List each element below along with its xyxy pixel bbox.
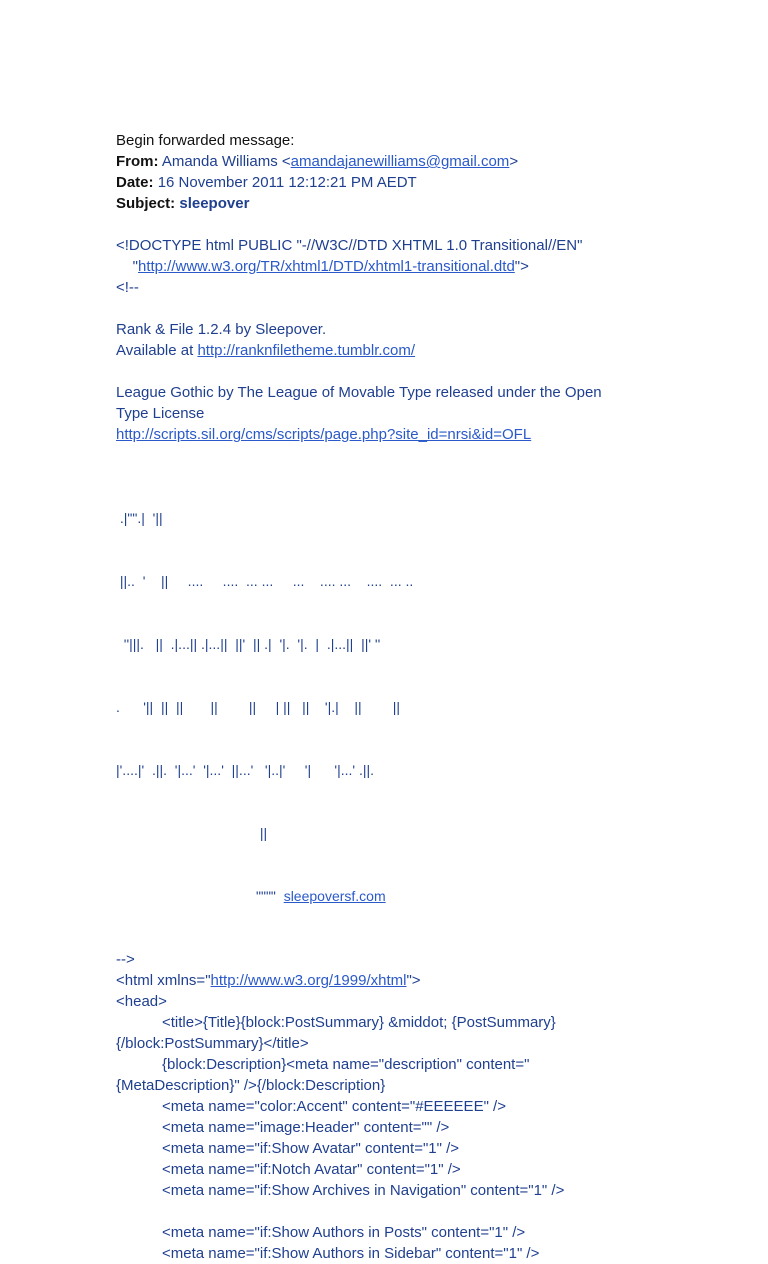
meta-line: <meta name="if:Notch Avatar" content="1" /> [162,1161,461,1178]
doctype-url-link[interactable]: http://www.w3.org/TR/xhtml1/DTD/xhtml1-transitional.dtd [138,258,515,275]
ascii-art-row: |'....|' .||. '|...' '|...' ||...' '|..|' '| '|...' .||. [116,762,375,778]
ascii-art-quotes: """" [116,888,276,904]
meta-line: <meta name="color:Accent" content="#EEEEEE" /> [162,1098,506,1115]
ascii-art-row: ''|||. || .|...|| .|...|| ||' || .| '|. '|. | .|...|| ||' '' [116,636,381,652]
doctype-line: <!DOCTYPE html PUBLIC "-//W3C//DTD XHTML 1.0 Transitional//EN" [116,237,583,254]
email-document [116,130,636,1264]
ascii-art [116,466,636,949]
spacer [116,361,636,382]
ascii-art-row: .|"".| '|| [116,510,163,526]
available-line [116,340,636,361]
description-tag-line: {block:Description}<meta name="description" content="{MetaDescription}" />{/block:Description} [116,1056,530,1094]
from-line: From: Amanda Williams <amandajanewilliams@gmail.com> [116,153,519,170]
date-value: 16 November 2011 12:12:21 PM AEDT [157,174,417,191]
meta-line: <meta name="if:Show Archives in Navigation" content="1" /> [162,1182,565,1199]
subject-label: Subject: [116,195,176,212]
forward-intro: Begin forwarded message: [116,132,295,149]
comment-open: <!-- [116,279,139,296]
from-name: Amanda Williams [161,153,278,170]
sleepover-url-link[interactable]: sleepoversf.com [283,888,386,904]
meta-line: <meta name="image:Header" content="" /> [162,1119,450,1136]
subject-line [116,193,636,214]
available-url-link[interactable]: http://ranknfiletheme.tumblr.com/ [197,342,416,359]
spacer [116,298,636,319]
ascii-art-row [116,886,636,907]
available-text: Available at [116,342,198,359]
meta-line: <meta name="if:Show Authors in Sidebar" content="1" /> [162,1245,540,1262]
spacer [116,1201,636,1222]
rank-file-line: Rank & File 1.2.4 by Sleepover. [116,321,327,338]
meta-line: <meta name="if:Show Avatar" content="1" /> [162,1140,460,1157]
ofl-url-line [116,424,636,445]
date-label: Date: [116,174,154,191]
subject-value: sleepover [179,195,250,212]
date-line [116,172,636,193]
from-email-link[interactable]: amandajanewilliams@gmail.com [290,153,510,170]
doctype-url-line: "http://www.w3.org/TR/xhtml1/DTD/xhtml1-transitional.dtd"> [116,258,529,275]
spacer [116,445,636,466]
title-tag-line: <title>{Title}{block:PostSummary} &middot; {PostSummary}{/block:PostSummary}</title> [116,1014,556,1052]
meta-line: <meta name="if:Show Authors in Posts" content="1" /> [162,1224,526,1241]
ascii-art-row: || [116,825,268,841]
ascii-art-row: . '|| || || || || | || || '|.| || || [116,699,400,715]
from-label: From: [116,153,159,170]
ascii-art-row: ||.. ' || .... .... ... ... ... .... ... .... ... .. [116,573,414,589]
html-open-line: <html xmlns="http://www.w3.org/1999/xhtml"> [116,972,421,989]
spacer [116,214,636,235]
league-gothic-line: League Gothic by The League of Movable Type released under the Open Type License [116,384,602,422]
comment-close: --> [116,951,135,968]
head-open: <head> [116,993,167,1010]
xhtml-url-link[interactable]: http://www.w3.org/1999/xhtml [210,972,407,989]
ofl-url-link[interactable]: http://scripts.sil.org/cms/scripts/page.php?site_id=nrsi&id=OFL [116,426,532,443]
